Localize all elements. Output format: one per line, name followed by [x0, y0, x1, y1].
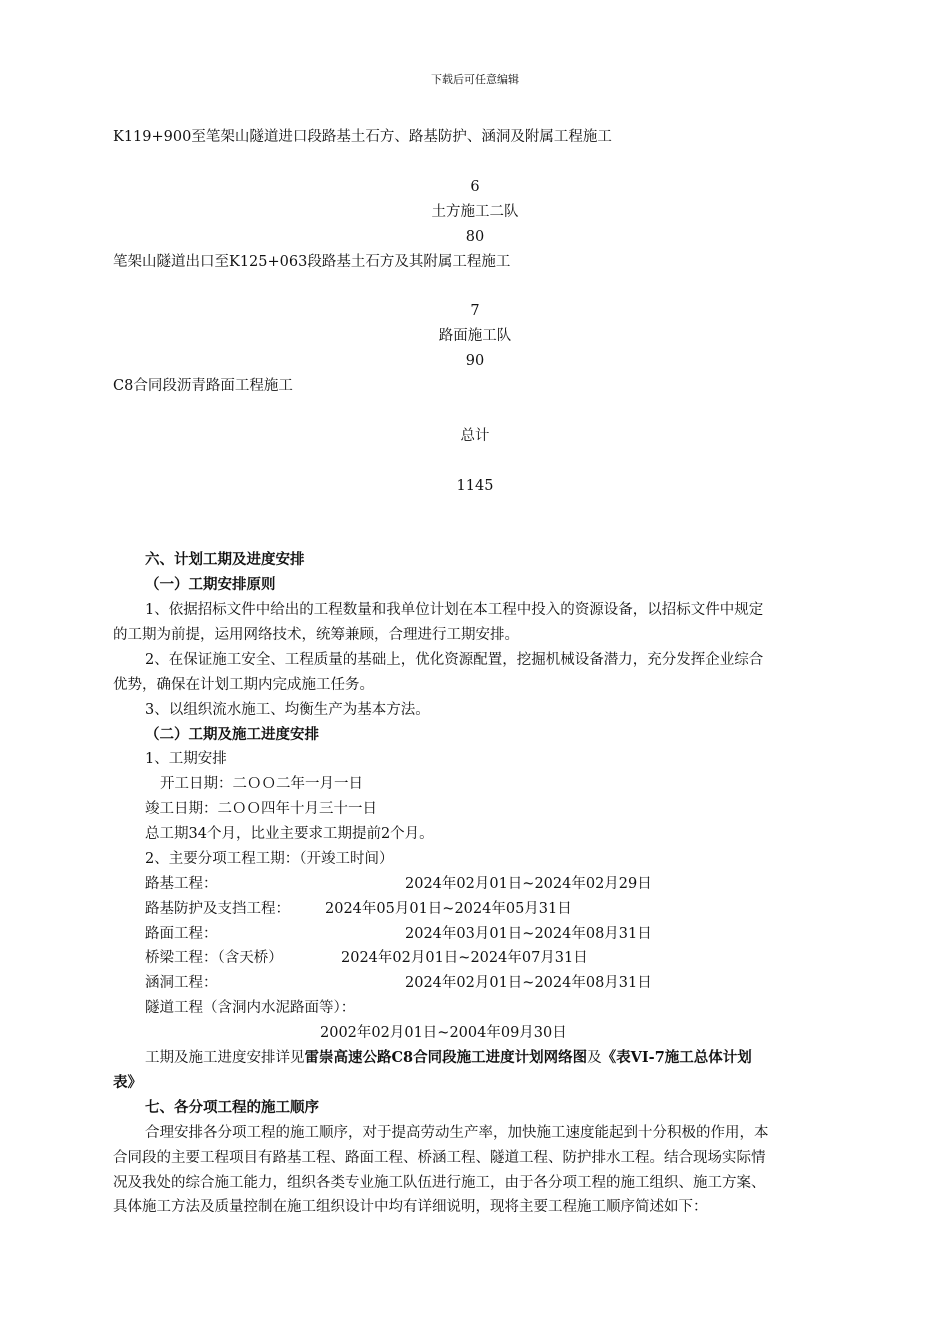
schedule-item-dates: 2024年02月01日~2024年08月31日: [405, 975, 652, 991]
plan-table-reference: 表》: [113, 1074, 142, 1091]
schedule-item-name: 路基工程：: [145, 876, 218, 892]
paragraph-line: 1、依据招标文件中给出的工程数量和我单位计划在本工程中投入的资源设备，以招标文件中规定: [145, 602, 764, 618]
page-header: 下载后可任意编辑: [431, 73, 519, 86]
schedule-item-dates: 2002年02月01日~2004年09月30日: [320, 1025, 567, 1041]
section-7-title: 七、各分项工程的施工顺序: [145, 1099, 319, 1116]
paragraph-line: 合理安排各分项工程的施工顺序，对于提高劳动生产率，加快施工速度能起到十分积极的作用，本: [145, 1125, 769, 1141]
table-row-count: 90: [465, 353, 485, 369]
schedule-item-dates: 2024年02月01日~2024年02月29日: [405, 876, 652, 892]
reference-text: 及: [587, 1050, 602, 1066]
reference-text: 工期及施工进度安排详见: [145, 1050, 305, 1066]
reference-line: [145, 1048, 752, 1068]
table-row-no: 6: [470, 179, 480, 195]
schedule-item-name: 路基防护及支挡工程：: [145, 901, 290, 917]
network-chart-reference: 雷崇高速公路C8合同段施工进度计划网络图: [304, 1049, 588, 1066]
section-6-title: 六、计划工期及进度安排: [145, 551, 305, 568]
schedule-item-name: 路面工程：: [145, 926, 218, 942]
schedule-item-name: 桥梁工程：（含天桥）: [145, 950, 283, 966]
subsection-title: （二）工期及施工进度安排: [145, 726, 319, 743]
plan-table-reference: 《表VI-7施工总体计划: [601, 1049, 752, 1066]
paragraph-line: 2、在保证施工安全、工程质量的基础上，优化资源配置，挖掘机械设备潜力，充分发挥企业综合: [145, 652, 764, 668]
paragraph-line: 况及我处的综合施工能力，组织各类专业施工队伍进行施工，由于各分项工程的施工组织、施工方案、: [113, 1175, 766, 1191]
schedule-item-dates: 2024年02月01日~2024年07月31日: [341, 950, 588, 966]
paragraph-line: 合同段的主要工程项目有路基工程、路面工程、桥涵工程、隧道工程、防护排水工程。结合现场实际情: [113, 1150, 766, 1166]
table-row-task: 笔架山隧道出口至K125+063段路基土石方及其附属工程施工: [113, 254, 511, 270]
schedule-item-name: 涵洞工程：: [145, 975, 218, 991]
total-label: 总计: [460, 428, 490, 444]
schedule-item-dates: 2024年03月01日~2024年08月31日: [405, 926, 652, 942]
paragraph-line: 的工期为前提，运用网络技术，统筹兼顾，合理进行工期安排。: [113, 627, 519, 643]
paragraph-line: 具体施工方法及质量控制在施工组织设计中均有详细说明，现将主要工程施工顺序简述如下：: [113, 1199, 708, 1215]
subsection-title: （一）工期安排原则: [145, 576, 276, 593]
total-value: 1145: [456, 478, 494, 494]
end-date: 竣工日期：二ＯＯ四年十月三十一日: [145, 801, 377, 817]
start-date: 开工日期：二ＯＯ二年一月一日: [160, 776, 363, 792]
paragraph-line: 3、以组织流水施工、均衡生产为基本方法。: [145, 702, 430, 718]
table-row-task: K119+900至笔架山隧道进口段路基土石方、路基防护、涵洞及附属工程施工: [113, 129, 612, 145]
schedule-item-name: 隧道工程（含洞内水泥路面等）：: [145, 1000, 356, 1016]
table-row-task: C8合同段沥青路面工程施工: [113, 378, 293, 394]
table-row-count: 80: [465, 229, 485, 245]
paragraph-line: 优势，确保在计划工期内完成施工任务。: [113, 677, 374, 693]
table-row-team: 路面施工队: [438, 328, 512, 344]
list-item: 1、工期安排: [145, 751, 227, 767]
list-item: 2、主要分项工程工期：（开竣工时间）: [145, 851, 394, 867]
table-row-no: 7: [470, 303, 480, 319]
table-row-team: 土方施工二队: [431, 204, 519, 220]
schedule-item-dates: 2024年05月01日~2024年05月31日: [325, 901, 572, 917]
total-period: 总工期34个月，比业主要求工期提前2个月。: [145, 826, 434, 842]
